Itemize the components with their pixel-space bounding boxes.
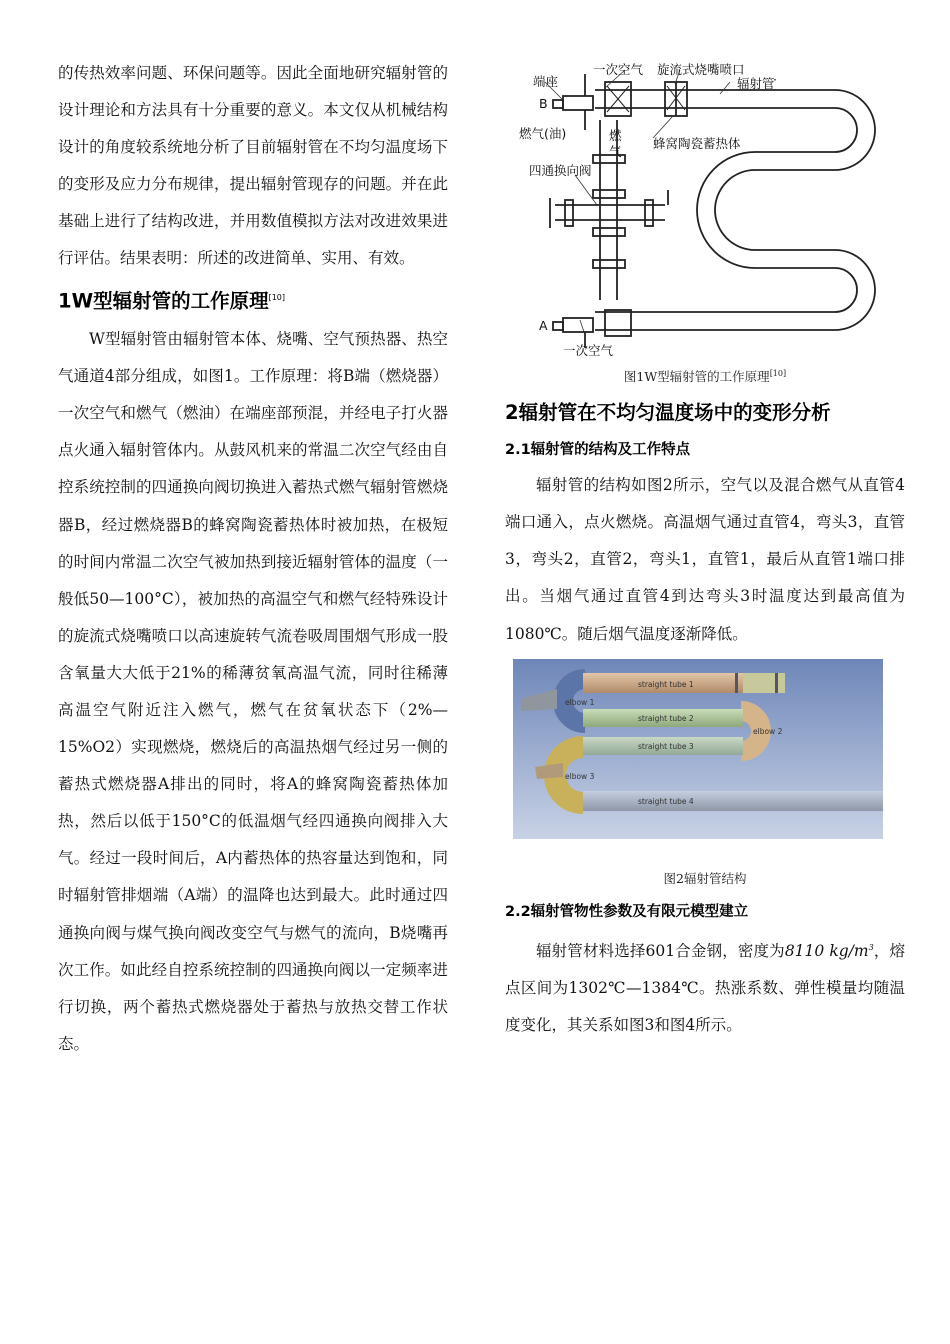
fig2-label-elbow-1: elbow 1 <box>565 697 595 707</box>
subsection-2-2-text-b: ，熔点区间为1302℃—1384℃。热涨系数、弹性模量均随温度变化，其关系如图3和图4所示。 <box>505 941 905 1034</box>
figure-1-caption-text: 图1W型辐射管的工作原理 <box>623 369 770 385</box>
fig1-label-primary-air-top: 一次空气 <box>593 62 644 77</box>
figure-2-caption: 图2辐射管结构 <box>663 870 747 886</box>
fig2-label-straight-tube-3: straight tube 3 <box>638 741 694 751</box>
fig1-label-fuel-short: 燃 <box>609 128 622 143</box>
section-1-ref: [10] <box>268 292 285 302</box>
figure-1-caption <box>505 364 905 387</box>
section-1-title: 1W型辐射管的工作原理 <box>58 289 269 313</box>
fig2-label-elbow-2: elbow 2 <box>753 726 783 736</box>
fig1-label-primary-air-bottom: 一次空气 <box>563 343 614 358</box>
fig1-label-end-seat: 端座 <box>533 74 559 89</box>
subsection-2-1-title: 2.1辐射管的结构及工作特点 <box>505 442 691 459</box>
fig1-label-dot: · <box>773 72 777 87</box>
section-1-heading <box>58 278 448 322</box>
subsection-2-2-text-a: 辐射管材料选择601合金钢，密度为 <box>536 941 785 960</box>
subsection-2-2-paragraph <box>505 929 905 1044</box>
figure-2-render <box>513 659 883 839</box>
figure-1-diagram <box>505 60 905 360</box>
section-2-title: 2辐射管在不均匀温度场中的变形分析 <box>505 401 831 425</box>
subsection-2-2-title: 2.2辐射管物性参数及有限元模型建立 <box>505 903 749 920</box>
intro-paragraph: 的传热效率问题、环保问题等。因此全面地研究辐射管的设计理论和方法具有十分重要的意义。本文仅从机械结构设计的角度较系统地分析了目前辐射管在不均匀温度场下的变形及应力分布规律，提出辐射管现存的问题。并在此基础上进行了结构改进，并用数值模拟方法对改进效果进行评估。结果表明：所述的改进简单、实用、有效。 <box>58 64 448 268</box>
density-value <box>785 942 874 960</box>
fig1-label-radiant-tube: 辐射管 <box>737 76 775 91</box>
density-unit: kg/m <box>829 941 869 960</box>
figure-2 <box>513 659 883 839</box>
fig2-label-straight-tube-2: straight tube 2 <box>638 713 694 723</box>
fig2-label-straight-tube-1: straight tube 1 <box>638 679 694 689</box>
density-number: 8110 <box>784 941 825 960</box>
density-unit-exponent: 3 <box>868 942 874 952</box>
right-column <box>505 60 905 1044</box>
fig1-label-swirl-nozzle: 旋流式烧嘴喷口 <box>657 62 745 77</box>
figure-1 <box>505 60 905 360</box>
fig2-label-elbow-3: elbow 3 <box>565 771 595 781</box>
subsection-2-1-paragraph: 辐射管的结构如图2所示，空气以及混合燃气从直管4端口通入，点火燃烧。高温烟气通过直管4，弯头3，直管3，弯头2，直管2，弯头1，直管1，最后从直管1端口排出。当烟气通过直管4到达弯头3时温度达到最高值为1080℃。随后烟气温度逐渐降低。 <box>505 476 905 643</box>
section-1-paragraph: W型辐射管由辐射管本体、烧嘴、空气预热器、热空气通道4部分组成，如图1。工作原理：将B端（燃烧器）一次空气和燃气（燃油）在端座部预混，并经电子打火器点火通入辐射管体内。从鼓风机来的常温二次空气经由自控系统控制的四通换向阀切换进入蓄热式燃气辐射管燃烧器B，经过燃烧器B的蜂窝陶瓷蓄热体时被加热，在极短的时间内常温二次空气被加热到接近辐射管体的温度（一般低50—100°C），被加热的高温空气和燃气经特殊设计的旋流式烧嘴喷口以高速旋转气流卷吸周围烟气形成一股含氧量大大低于21%的稀薄贫氧高温气流，同时往稀薄高温空气附近注入燃气，燃气在贫氧状态下（2%—15%O2）实现燃烧，燃烧后的高温热烟气经过另一侧的蓄热式燃烧器A排出的同时，将A的蜂窝陶瓷蓄热体加热，然后以低于150°C的低温烟气经四通换向阀排入大气。经过一段时间后，A内蓄热体的热容量达到饱和，同时辐射管排烟端（A端）的温降也达到最大。此时通过四通换向阀与煤气换向阀改变空气与燃气的流向，B烧嘴再次工作。如此经自控系统控制的四通换向阀以一定频率进行切换，两个蓄热式燃烧器处于蓄热与放热交替工作状态。 <box>58 330 448 1053</box>
fig1-label-fuel-short2: 气 <box>609 144 622 159</box>
fig1-label-b-end: B <box>539 96 548 111</box>
fig1-label-fuel-gas: 燃气(油) <box>519 126 567 141</box>
fig1-label-honeycomb: 蜂窝陶瓷蓄热体 <box>653 136 741 151</box>
figure-1-caption-ref: [10] <box>769 369 787 378</box>
left-column <box>58 55 448 1063</box>
fig1-label-a-end: A <box>539 318 548 333</box>
fig2-label-straight-tube-4: straight tube 4 <box>638 796 694 806</box>
fig1-label-four-way-valve: 四通换向阀 <box>529 163 592 178</box>
